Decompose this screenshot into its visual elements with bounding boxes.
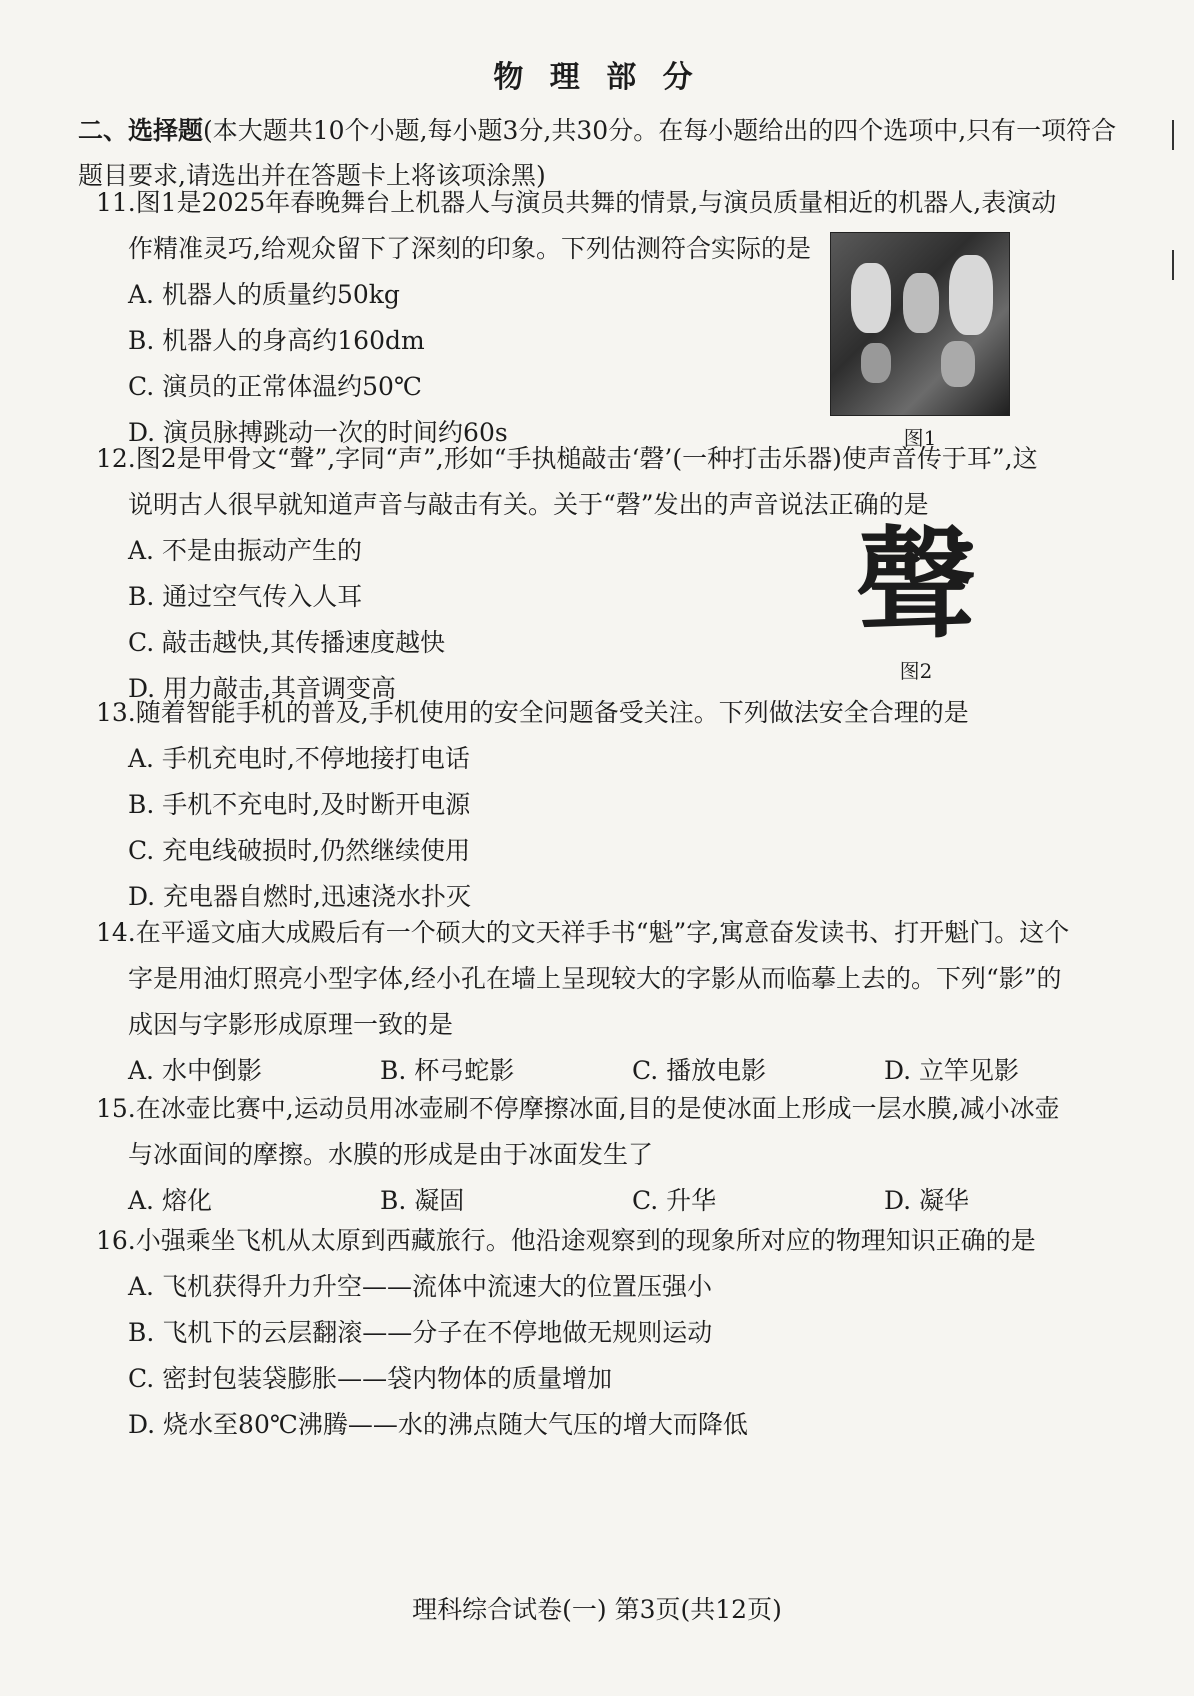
option-c: C. 播放电影 — [632, 1056, 767, 1085]
figure-2-caption: 图2 — [899, 659, 933, 683]
question-stem-line: 随着智能手机的普及,手机使用的安全问题备受关注。下列做法安全合理的是 — [135, 698, 969, 727]
option-d: D. 烧水至80℃沸腾——水的沸点随大气压的增大而降低 — [128, 1410, 748, 1439]
oracle-bone-glyph: 聲 — [856, 514, 976, 655]
option-b: B. 通过空气传入人耳 — [128, 582, 363, 611]
question-number: 13. — [96, 698, 136, 727]
margin-mark — [1172, 250, 1174, 280]
option-d: D. 充电器自燃时,迅速浇水扑灭 — [128, 882, 471, 911]
figure-2 — [846, 515, 986, 684]
option-b: B. 飞机下的云层翻滚——分子在不停地做无规则运动 — [128, 1318, 713, 1347]
option-c: C. 演员的正常体温约50℃ — [128, 372, 422, 401]
option-d: D. 用力敲击,其音调变高 — [128, 674, 396, 703]
option-d: D. 立竿见影 — [884, 1056, 1020, 1085]
figure-1 — [830, 232, 1010, 451]
question-16 — [96, 1218, 1136, 1448]
question-stem-line: 图2是甲骨文“聲”,字同“声”,形如“手执槌敲击‘磬’(一种打击乐器)使声音传于耳”,这 — [135, 444, 1038, 473]
option-d: D. 凝华 — [884, 1186, 970, 1215]
question-stem-line: 在平遥文庙大成殿后有一个硕大的文天祥手书“魁”字,寓意奋发读书、打开魁门。这个 — [135, 918, 1070, 947]
question-stem-line: 说明古人很早就知道声音与敲击有关。关于“磬”发出的声音说法正确的是 — [128, 490, 929, 519]
option-a: A. 手机充电时,不停地接打电话 — [128, 744, 470, 773]
question-number: 14. — [96, 918, 136, 947]
question-15 — [96, 1086, 1136, 1224]
section-heading: 二、选择题 — [78, 116, 204, 145]
option-b: B. 手机不充电时,及时断开电源 — [128, 790, 471, 819]
page-footer: 理科综合试卷(一) 第3页(共12页) — [412, 1595, 782, 1624]
option-a: A. 机器人的质量约50kg — [128, 280, 400, 309]
section-text: (本大题共10个小题,每小题3分,共30分。在每小题给出的四个选项中,只有一项符合题目要求,请选出并在答题卡上将该项涂黑) — [78, 116, 1117, 190]
question-stem-line: 图1是2025年春晚舞台上机器人与演员共舞的情景,与演员质量相近的机器人,表演动 — [135, 188, 1057, 217]
option-b: B. 机器人的身高约160dm — [128, 326, 425, 355]
question-number: 11. — [96, 188, 136, 217]
option-a: A. 飞机获得升力升空——流体中流速大的位置压强小 — [128, 1272, 712, 1301]
option-b: B. 杯弓蛇影 — [380, 1056, 515, 1085]
option-c: C. 升华 — [632, 1186, 717, 1215]
question-stem-line: 作精准灵巧,给观众留下了深刻的印象。下列估测符合实际的是 — [128, 234, 811, 263]
question-14 — [96, 910, 1136, 1094]
page-title: 物 理 部 分 — [493, 60, 701, 95]
figure-1-caption: 图1 — [903, 426, 937, 450]
margin-mark — [1172, 120, 1174, 150]
question-number: 15. — [96, 1094, 136, 1123]
option-a: A. 熔化 — [128, 1186, 212, 1215]
option-c: C. 敲击越快,其传播速度越快 — [128, 628, 446, 657]
question-stem-line: 字是用油灯照亮小型字体,经小孔在墙上呈现较大的字影从而临摹上去的。下列“影”的 — [128, 964, 1062, 993]
question-stem-line: 在冰壶比赛中,运动员用冰壶刷不停摩擦冰面,目的是使冰面上形成一层水膜,减小冰壶 — [135, 1094, 1060, 1123]
robot-dance-photo — [830, 232, 1010, 416]
option-a: A. 水中倒影 — [128, 1056, 262, 1085]
question-13 — [96, 690, 1136, 920]
option-b: B. 凝固 — [380, 1186, 465, 1215]
option-c: C. 密封包装袋膨胀——袋内物体的质量增加 — [128, 1364, 613, 1393]
option-d: D. 演员脉搏跳动一次的时间约60s — [128, 418, 508, 447]
question-stem-line: 与冰面间的摩擦。水膜的形成是由于冰面发生了 — [128, 1140, 654, 1169]
option-a: A. 不是由振动产生的 — [128, 536, 362, 565]
question-stem-line: 小强乘坐飞机从太原到西藏旅行。他沿途观察到的现象所对应的物理知识正确的是 — [135, 1226, 1036, 1255]
option-c: C. 充电线破损时,仍然继续使用 — [128, 836, 471, 865]
question-stem-line: 成因与字影形成原理一致的是 — [128, 1010, 454, 1039]
question-number: 12. — [96, 444, 136, 473]
question-number: 16. — [96, 1226, 136, 1255]
